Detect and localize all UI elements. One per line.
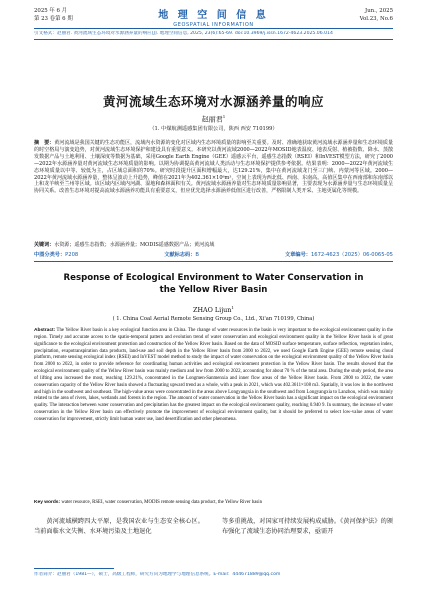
keywords-text-cn: 水资源；遥感生态指数；水源涵养量；MODIS遥感数据产品；黄河流域 [54,242,215,248]
citation-line: 引文格式：赵丽君. 黄河流域生态环境对水源涵养量的响应[J]. 地理空间信息, 2025, 23(6):65-69. doi:10.3969/j.issn.1672-4623.2025.06.014 [34,31,333,36]
author-sup-cn: 1 [222,114,226,119]
body-column-left: 黄河流域横跨四大平原，是我国农业与生态安全核心区。当前面临水文失衡、水环境污染及土地退化 [34,518,204,535]
journal-name-en: GEOSPATIAL INFORMATION [173,22,254,28]
article-title-en: Response of Ecological Environment to Water Conservation in the Yellow River Basin [63,273,364,295]
keywords-cn [34,242,393,249]
author-sup-en: 1 [231,305,234,310]
article-number: 文章编号：1672-4623（2025）06-0065-05 [285,252,393,258]
affiliation-en: ( 1. China Coal Aerial Remote Sensing Group Co., Ltd., Xi'an 710199, China) [112,316,315,322]
issue-date-cn: 2025 年 6 月 [34,8,68,14]
clc-number: 中图分类号：P208 [34,252,79,258]
issue-info-en [360,8,393,23]
header-rule [34,28,393,29]
issue-volume-cn: 第 23 卷第 6 期 [34,15,73,22]
author-en [0,305,427,314]
article-title-cn: 黄河流域生态环境对水源涵养量的响应 [102,94,324,109]
body-column-right: 等多重挑战，对国家可持续发展构成威胁。《黄河保护法》的颁布强化了流域生态协同治理要求，亟需开 [222,518,393,535]
author-name-cn: 赵丽君 [201,115,223,124]
abstract-en [34,328,393,424]
abstract-text-cn: 黄河流域是我国关键的生态功能区，流域内水资源的变化对区域内生态环境质量的影响至关重要。及时、准确地获取黄河流域水源涵养量和生态环境质量的时空格局与演变趋势，对黄河流域生态环境保护和建设具有重要意义。本研究以黄河流域2000—2022年MOSID地表温度、地表反射、植被指数、降水、蒸散发数据产品与土地利用、土壤深度等数据为基础，采用Google Earth Engine（GEE）遥感云平台，遥感生态指数（RSEI）和InVEST模型方法，研究了2000—2022年水源涵养量对黄河流域生态环境质量的影响。以期为协调提高黄河流域人类活动与生态环境保护提供参考依据。结果表明：2000—2022年黄河流域生态环境质量以中等、较低为主，占区域总面积的70%。研究时段提升区面积增幅最大，达129.21%，集中在黄河流域龙门至三门峡、内蒙河等区域。2000—2022年黄河流域水源涵养量，整体呈波动上升趋势，峰值在2021年为402.361×10⁸m³，空间上表现为西北低、西南、东南高。高值区集中在西南部和东南部以上和龙羊峡至兰州等区域。该区域内区域内河湖、湿地和森林面积有关。黄河流域水源涵养量对生态环境质量影响显著，主要表现为水源涵养量与生态环境质量呈协同关系。改善生态环境对提高流域水源涵养功能具有重要意义，但应优先选择水源涵养低值区进行改善，严格限制人类开采、主地更属化等规模。 [34,140,394,195]
abstract-label-cn: 摘 要： [34,140,55,146]
author-footnote: 作者简介：赵丽君（1981—），硕士，高级工程师，研究方向为地理学与地理信息系统。E-mail：444671889@qq.com [34,572,281,577]
keywords-en [34,500,393,507]
footnote-rule [34,568,114,569]
abstract-cn [34,140,393,195]
keywords-text-en: water resource, RSEI, water conservation, MODIS remote sensing data product, the Yellow River basin [61,500,263,505]
keywords-label-cn: 关键词： [34,242,55,248]
abstract-text-en: The Yellow River basin is a key ecological function area in China. The change of water resources in the basin is very important to the ecological environment quality in the region. Timely and accurate access to the spatio-temporal pattern and evolution trend of water conservation and ecological environment quality in the Yellow River basin is of great significance to the ecological environment protection and construction of the Yellow River basin. Based on the data of MOSID surface temperature, surface reflection, vegetation index, precipitation, evapotranspiration data products, land-use and soil depth in the Yellow River basin from 2000 to 2022, we used Google Earth Engine (GEE) remote sensing cloud platform, remote sensing ecological index (RSEI) and InVEST model method to study the impact of water conservation on the ecological environment quality of the Yellow River basin from 2000 to 2022, in order to provide reference for coordinating human activities and ecological environment protection in the Yellow River basin. The results showed that the ecological environment quality of the Yellow River basin was mainly medium and low from 2000 to 2022, accounting for about 70 % of the total area. During the study period, the area of lifting area increased the most, reaching 129.21%, concentrated in the Longmen-Sanmenxia and inner flow areas of the Yellow River basin. From 2000 to 2022, the water conservation capacity of the Yellow River basin showed a fluctuating upward trend as a whole, with a peak in 2021, which was 402.3611×108 m3. Spatially, it was low in the northwest and high in the southwest and southeast. The high-value areas were concentrated in the areas above Longyangxia in the southwest and from Longyangxia to Lanzhou, which was mainly related to the area of rivers, lakes, wetlands and forests in the region. The amount of water conservation in the Yellow River basin has a significant impact on the ecological environment quality. The interaction between water conservation and precipitation has the greatest impact on the ecological environment quality, reaching 0.940 9. In summary, the increase of water conservation in the Yellow River basin can effectively promote the improvement of ecological environment quality, but it should be preferred to select low-value areas of water conservation for improvement, strictly limit human water use, land desertification and other phenomena. [34,328,393,422]
abstract-label-en: Abstract: [34,328,56,333]
document-code: 文献标志码：B [164,252,199,258]
classification-row [34,251,393,259]
meta-rule [34,261,393,262]
author-cn [0,114,427,124]
keywords-label-en: Key words: [34,500,61,505]
citation-rule [34,39,393,40]
issue-date-en: Jun., 2025 [365,8,393,14]
affiliation-cn: （1. 中煤航测遥感集团有限公司，陕西 西安 710199） [149,126,278,132]
author-name-en: ZHAO Lijun [193,306,232,315]
issue-volume-en: Vol.23, No.6 [359,15,393,22]
journal-name-cn: 地 理 空 间 信 息 [158,10,269,21]
